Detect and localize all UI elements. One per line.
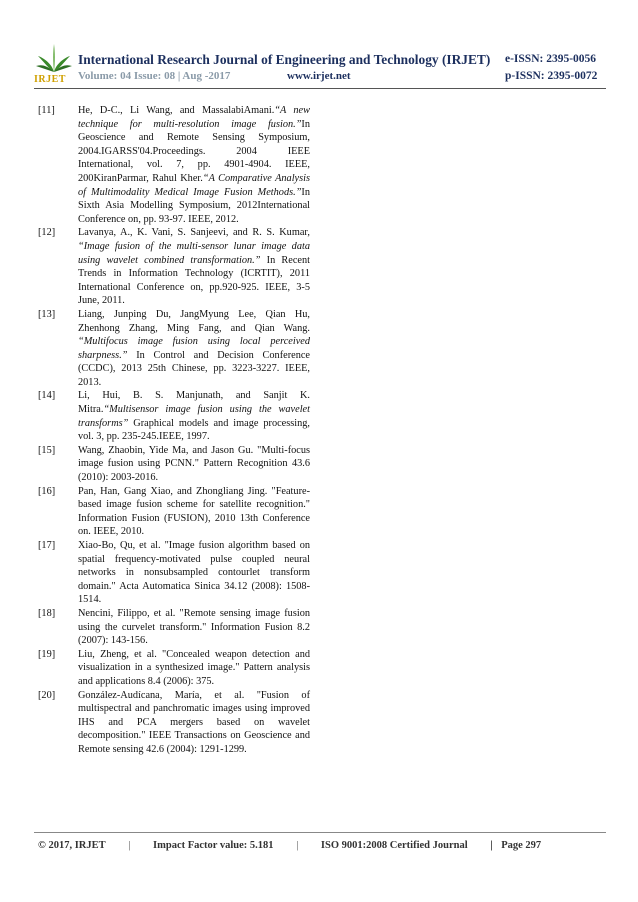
reference-number: [16]	[38, 485, 56, 497]
reference-number: [13]	[38, 308, 56, 320]
reference-number: [11]	[38, 105, 55, 116]
reference-number: [12]	[38, 227, 56, 239]
footer-copyright: © 2017, IRJET	[38, 840, 106, 851]
reference-item	[38, 648, 310, 689]
p-issn: p-ISSN: 2395-0072	[505, 70, 598, 82]
header-divider	[34, 88, 606, 89]
website-link[interactable]: www.irjet.net	[287, 70, 351, 82]
reference-text	[78, 540, 310, 605]
reference-title: “Multisensor image fusion using the wavelet transforms”	[78, 404, 310, 429]
reference-segment: Nencini, Filippo, et al. "Remote sensing image fusion using the curvelet transform." Information Fusion 8.2 (2007): 143-156.	[78, 607, 310, 647]
reference-segment: Wang, Zhaobin, Yide Ma, and Jason Gu. "Multi-focus image fusion using PCNN." Pattern Recognition 43.6 (2010): 2003-2016.	[78, 444, 310, 484]
reference-segment: Li, Hui, B. S. Manjunath, and Sanjit K. Mitra.	[78, 390, 310, 416]
reference-segment: In Geoscience and Remote Sensing Symposium, 2004.IGARSS'04.Proceedings. 2004 IEEE International, vol. 7, pp. 4901-4904. IEEE, 200KiranParmar, Rahul Kher.	[78, 118, 310, 184]
volume-issue: Volume: 04 Issue: 08 | Aug -2017	[78, 70, 231, 82]
page-header	[0, 0, 638, 92]
footer-separator: |	[490, 840, 493, 851]
reference-item	[38, 226, 310, 308]
reference-text	[78, 227, 310, 306]
reference-number: [14]	[38, 390, 56, 402]
reference-number: [17]	[38, 540, 56, 551]
reference-title: “A Comparative Analysis of Multimodality Medical Image Fusion Methods.”	[78, 172, 311, 198]
reference-text	[78, 309, 310, 388]
reference-item	[38, 389, 310, 443]
reference-item	[38, 539, 310, 607]
reference-segment: Lavanya, A., K. Vani, S. Sanjeevi, and R. S. Kumar,	[78, 227, 310, 239]
footer-page-number: Page 297	[501, 840, 542, 851]
reference-item	[38, 689, 310, 757]
reference-number: [20]	[38, 689, 56, 701]
reference-segment: Xiao-Bo, Qu, et al. "Image fusion algorithm based on spatial frequency-motivated pulse coupled neural networks in nonsubsampled contourlet transform domain." Acta Automatica Sinica 34.12 (2008): 1508-1514.	[78, 540, 310, 606]
reference-number: [18]	[38, 607, 56, 619]
reference-segment: In Recent Trends in Information Technology (ICRTIT), 2011 International Conference on, pp.920-925. IEEE, 3-5 June, 2011.	[78, 254, 310, 307]
reference-segment: González-Audícana, María, et al. "Fusion of multispectral and panchromatic images using improved IHS and PCA mergers based on wavelet decomposition." IEEE Transactions on Geoscience and Remote sensing 42.6 (2004): 1291-1299.	[78, 689, 310, 755]
e-issn: e-ISSN: 2395-0056	[505, 53, 597, 65]
reference-title: “Multifocus image fusion using local perceived sharpness.”	[78, 336, 310, 361]
reference-segment: In Control and Decision Conference (CCDC), 2013 25th Chinese, pp. 3223-3227. IEEE, 2013.	[78, 349, 310, 388]
reference-segment: Liu, Zheng, et al. "Concealed weapon detection and visualization in a synthesized image." Pattern analysis and applications 8.4 (2006): 375.	[78, 648, 310, 687]
reference-segment: He, D-C., Li Wang, and MassalabiAmani.	[78, 105, 275, 116]
footer-separator: |	[128, 840, 131, 851]
reference-segment: Pan, Han, Gang Xiao, and Zhongliang Jing. "Feature-based image fusion scheme for satellite recognition." Information Fusion (FUSION), 2010 13th Conference on. IEEE, 2010.	[78, 485, 310, 538]
reference-title: “A new technique for multi-resolution image fusion.”	[78, 105, 310, 130]
reference-title: “Image fusion of the multi-sensor lunar image data using wavelet combined transformation.”	[78, 240, 310, 266]
reference-list	[38, 104, 310, 757]
reference-segment: Liang, Junping Du, JangMyung Lee, Qian Hu, Zhenhong Zhang, Ming Fang, and Qian Wang.	[78, 308, 310, 334]
page-footer	[38, 840, 541, 851]
reference-text	[78, 105, 310, 225]
reference-item	[38, 104, 310, 226]
reference-segment: In Sixth Asia Modelling Symposium, 2012International Conference on, pp. 93-97. IEEE, 2012.	[78, 186, 310, 225]
reference-number: [19]	[38, 648, 56, 660]
logo-text: IRJET	[34, 74, 66, 85]
reference-item	[38, 607, 310, 648]
footer-impact-factor: Impact Factor value: 5.181	[153, 840, 274, 851]
reference-item	[38, 308, 310, 390]
reference-text	[78, 608, 310, 646]
footer-iso: ISO 9001:2008 Certified Journal	[320, 840, 468, 851]
journal-title: International Research Journal of Engineering and Technology (IRJET)	[78, 52, 491, 67]
reference-text	[78, 690, 310, 755]
reference-text	[78, 445, 310, 483]
reference-text	[78, 486, 310, 538]
reference-text	[78, 649, 310, 687]
footer-separator: |	[296, 840, 299, 851]
reference-number: [15]	[38, 444, 56, 456]
reference-item	[38, 485, 310, 539]
footer-divider	[34, 832, 606, 833]
reference-text	[78, 390, 310, 442]
reference-segment: Graphical models and image processing, vol. 3, pp. 235-245.IEEE, 1997.	[78, 417, 310, 443]
reference-item	[38, 444, 310, 485]
